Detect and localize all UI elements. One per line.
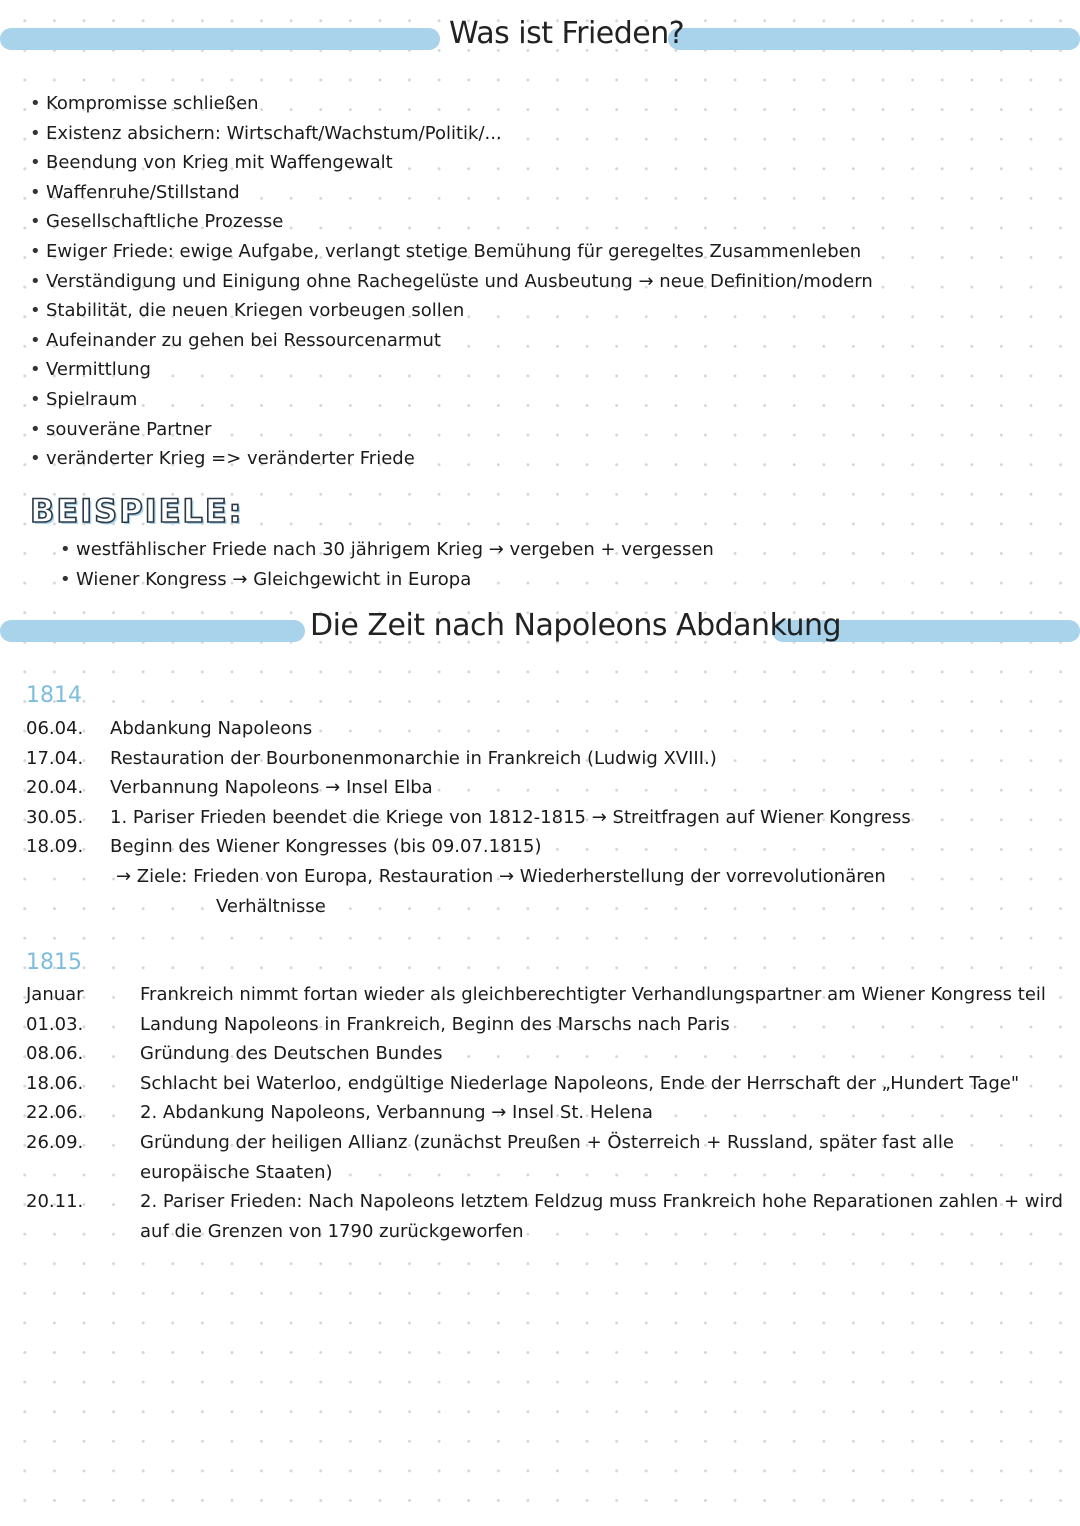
event-text: Schlacht bei Waterloo, endgültige Niederlage Napoleons, Ende der Herrschaft der „Hundert Tage" xyxy=(140,1072,1020,1094)
event-text: Gründung des Deutschen Bundes xyxy=(140,1043,443,1065)
list-item: • Ewiger Friede: ewige Aufgabe, verlangt stetige Bemühung für geregeltes Zusammenleben xyxy=(30,237,873,267)
timeline-1814 xyxy=(26,714,1066,921)
event-text: 1. Pariser Frieden beendet die Kriege von 1812-1815 → Streitfragen auf Wiener Kongress xyxy=(110,806,911,828)
timeline-row xyxy=(26,803,1066,833)
list-item: • Gesellschaftliche Prozesse xyxy=(30,207,873,237)
event-text: Restauration der Bourbonenmonarchie in Frankreich (Ludwig XVIII.) xyxy=(110,747,717,769)
list-item: • veränderter Krieg => veränderter Friede xyxy=(30,444,873,474)
goals-line: → Ziele: Frieden von Europa, Restauration → Wiederherstellung der vorrevolutionären xyxy=(116,865,886,887)
event-text: Beginn des Wiener Kongresses (bis 09.07.1815) xyxy=(110,836,542,858)
timeline-row xyxy=(26,1098,1066,1128)
examples-heading: BEISPIELE: xyxy=(30,492,244,530)
list-item: • souveräne Partner xyxy=(30,415,873,445)
list-item: • Verständigung und Einigung ohne Rachegelüste und Ausbeutung → neue Definition/modern xyxy=(30,267,873,297)
event-date: 18.06. xyxy=(26,1072,84,1094)
timeline-row xyxy=(26,773,1066,803)
event-text: 2. Abdankung Napoleons, Verbannung → Insel St. Helena xyxy=(140,1102,653,1124)
event-date: 01.03. xyxy=(26,1013,84,1035)
goals-line-continued: Verhältnisse xyxy=(216,895,326,917)
event-text: Gründung der heiligen Allianz (zunächst Preußen + Österreich + Russland, später fast alle europäische Staaten) xyxy=(140,1131,954,1183)
event-text: Abdankung Napoleons xyxy=(110,718,313,739)
section-title-band-frieden xyxy=(0,16,1080,54)
event-text: 2. Pariser Frieden: Nach Napoleons letztem Feldzug muss Frankreich hohe Reparationen zahlen + wird auf die Grenzen von 1790 zurückgeworfen xyxy=(140,1191,1063,1242)
timeline-row xyxy=(26,1010,1066,1040)
event-text: Landung Napoleons in Frankreich, Beginn des Marschs nach Paris xyxy=(140,1013,730,1035)
timeline-row xyxy=(26,1187,1066,1246)
list-item: • Kompromisse schließen xyxy=(30,89,873,119)
list-item: • Aufeinander zu gehen bei Ressourcenarmut xyxy=(30,326,873,356)
title-band-left-bar xyxy=(0,28,440,50)
event-text: Frankreich nimmt fortan wieder als gleichberechtigter Verhandlungspartner am Wiener Kongress teil xyxy=(140,984,1046,1005)
year-label-1815: 1815 xyxy=(26,950,82,975)
timeline-row xyxy=(26,744,1066,774)
event-date: 30.05. xyxy=(26,806,84,828)
event-date: 08.06. xyxy=(26,1043,84,1065)
list-item: • Stabilität, die neuen Kriegen vorbeugen sollen xyxy=(30,296,873,326)
timeline-row xyxy=(26,714,1066,744)
list-item: • Vermittlung xyxy=(30,355,873,385)
timeline-row xyxy=(26,1128,1066,1187)
list-item: • Wiener Kongress → Gleichgewicht in Europa xyxy=(60,565,714,595)
frieden-bullet-list xyxy=(30,89,873,474)
event-date: 26.09. xyxy=(26,1131,84,1153)
list-item: • Waffenruhe/Stillstand xyxy=(30,178,873,208)
timeline-row xyxy=(26,980,1066,1010)
event-date: 06.04. xyxy=(26,718,84,739)
wiener-kongress-goals xyxy=(26,862,1066,921)
list-item: • Existenz absichern: Wirtschaft/Wachstum/Politik/... xyxy=(30,119,873,149)
section-title-napoleon: Die Zeit nach Napoleons Abdankung xyxy=(310,608,842,643)
title-band-right-bar xyxy=(668,28,1080,50)
timeline-1815 xyxy=(26,980,1066,1246)
event-text: Verbannung Napoleons → Insel Elba xyxy=(110,777,433,799)
timeline-row xyxy=(26,1039,1066,1069)
timeline-row xyxy=(26,832,1066,862)
event-date: Januar xyxy=(26,984,84,1005)
event-date: 20.04. xyxy=(26,777,84,799)
year-label-1814: 1814 xyxy=(26,683,82,708)
event-date: 18.09. xyxy=(26,836,84,858)
section-title-frieden: Was ist Frieden? xyxy=(449,16,685,51)
section-title-band-napoleon xyxy=(0,608,1080,646)
list-item: • Beendung von Krieg mit Waffengewalt xyxy=(30,148,873,178)
list-item: • westfählischer Friede nach 30 jährigem Krieg → vergeben + vergessen xyxy=(60,535,714,565)
event-date: 22.06. xyxy=(26,1102,84,1124)
timeline-row xyxy=(26,1069,1066,1099)
event-date: 20.11. xyxy=(26,1191,84,1213)
examples-list xyxy=(60,535,714,594)
title-band-left-bar xyxy=(0,620,305,642)
list-item: • Spielraum xyxy=(30,385,873,415)
event-date: 17.04. xyxy=(26,747,84,769)
